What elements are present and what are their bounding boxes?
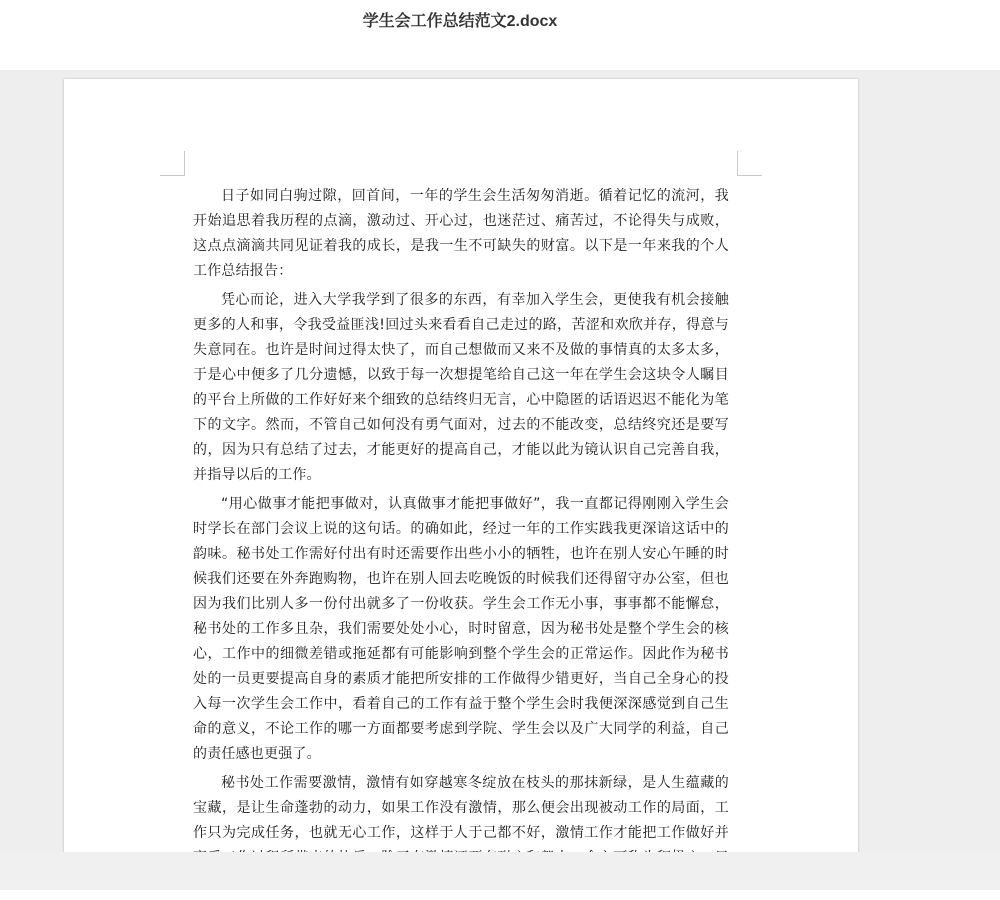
- document-title: 学生会工作总结范文2.docx: [362, 13, 558, 30]
- margin-corner-top-left: [160, 151, 185, 176]
- document-viewer[interactable]: [0, 70, 1000, 852]
- title-bar: [0, 0, 1000, 70]
- margin-corner-top-right: [737, 151, 762, 176]
- document-page: [64, 79, 858, 879]
- paragraph-1: 日子如同白驹过隙，回首间，一年的学生会生活匆匆消逝。循着记忆的流河，我开始追思着我历程的点滴，激动过、开心过，也迷茫过、痛苦过，不论得失与成败，这点点滴滴共同见证着我的成长，是我一生不可缺失的财富。以下是一年来我的个人工作总结报告：: [193, 188, 729, 279]
- paragraph-2: 凭心而论，进入大学我学到了很多的东西，有幸加入学生会，更使我有机会接触更多的人和事，令我受益匪浅!回过头来看看自己走过的路，苦涩和欢欣并存，得意与失意同在。也许是时间过得太快了，而自己想做而又来不及做的事情真的太多太多，于是心中便多了几分遗憾，以致于每一次想提笔给自己这一年在学生会这块令人瞩目的平台上所做的工作好好来个细致的总结终归无言，心中隐匿的话语迟迟不能化为笔下的文字。然而，不管自己如何没有勇气面对，过去的不能改变，总结终究还是要写的，因为只有总结了过去，才能更好的提高自己，才能以此为镜认识自己完善自我，并指导以后的工作。: [193, 292, 729, 483]
- paragraph-4: 秘书处工作需要激情，激情有如穿越寒冬绽放在枝头的那抹新绿，是人生蕴藏的宝藏，是让生命蓬勃的动力，如果工作没有激情，那么便会出现被动工作的局面，工作只为完成任务，也就无心工作，这样于人于己都不好，激情工作才能把工作做好并: [193, 775, 729, 841]
- page-content: [193, 184, 729, 900]
- bottom-bar: [0, 852, 1000, 890]
- paragraph-3: “用心做事才能把事做对，认真做事才能把事做好”，我一直都记得刚刚入学生会时学长在部门会议上说的这句话。的确如此，经过一年的工作实践我更深谙这话中的韵味。秘书处工作需好付出有时还需要作出些小小的牺牲，也许在别人安心午睡的时候我们还要在外奔跑购物，也许在别人回去吃晚饭的时候我们还得留守办公室，但也因为我们比别人多一份付出就多了一份收获。学生会工作无小事，事事都不能懈怠，秘书处的工作多且杂，我们需要处处小心，时时留意，因为秘书处是整个学生会的核心，工作中的细微差错或拖延都有可能影响到整个学生会的正常运作。因此作为秘书处的一员更要提高自身的素质才能把所安排的工作做得少错更好，当自己全身心的投入每一次学生会工作中，看着自己的工作有益于整个学生会时我便深深感觉到自己生命的意义，不论工作的哪一方面都要考虑到学院、学生会以及广大同学的利益，自己的责任感也更强了。: [193, 496, 729, 762]
